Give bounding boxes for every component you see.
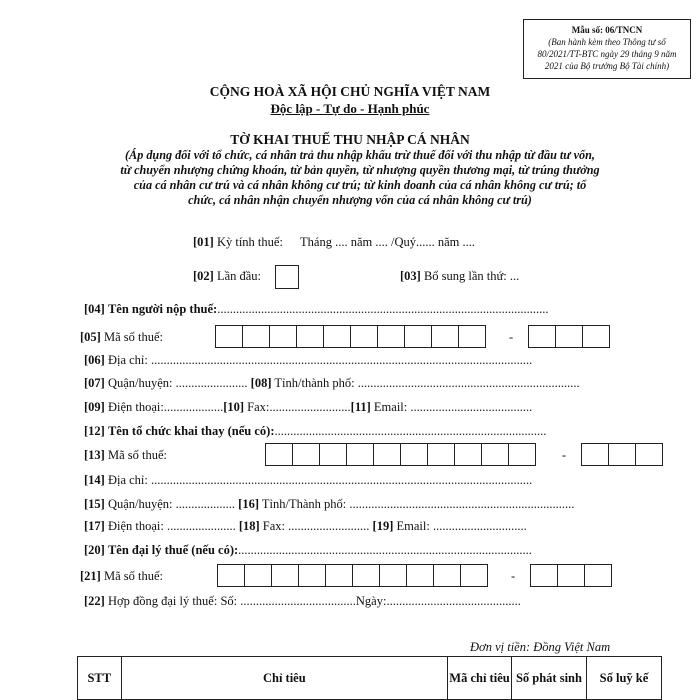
field-06-label: Địa chỉ: — [107, 353, 148, 367]
tax-code-suffix-cell[interactable] — [528, 325, 556, 348]
field-18-code: [18] — [238, 519, 260, 533]
tax-code-cell[interactable] — [350, 325, 378, 348]
document-title: TỜ KHAI THUẾ THU NHẬP CÁ NHÂN — [230, 132, 470, 147]
field-16-code: [16] — [238, 497, 259, 511]
field-20-code: [20] — [84, 543, 105, 557]
field-12-input[interactable]: ....................................................................................... — [274, 424, 547, 438]
field-07-input[interactable]: ....................... — [175, 376, 248, 390]
field-20-input[interactable]: .............................................................................................. — [238, 543, 532, 557]
column-header-indicator-code: Mã chỉ tiêu — [448, 657, 512, 700]
field-11-input[interactable]: ....................................... — [410, 400, 533, 414]
field-17-input[interactable]: ...................... — [166, 519, 236, 533]
field-05-label: Mã số thuế: — [103, 330, 163, 344]
tax-code-cell[interactable] — [296, 325, 324, 348]
tax-agent-code-cells[interactable] — [217, 564, 487, 587]
field-07-code: [07] — [84, 376, 105, 390]
tax-code-cell[interactable] — [379, 564, 407, 587]
field-04-code: [04] — [84, 302, 105, 316]
field-01-label: Kỳ tính thuế: — [216, 235, 283, 249]
tax-code-cell[interactable] — [458, 325, 486, 348]
field-12-code: [12] — [84, 424, 105, 438]
agent-tax-code-cells[interactable] — [265, 443, 535, 466]
field-22-code: [22] — [84, 594, 105, 608]
field-03-label: Bổ sung lần thứ: ... — [423, 269, 520, 283]
field-19-label: Email: — [396, 519, 430, 533]
agent-tax-code-suffix-cells[interactable] — [581, 443, 662, 466]
motto-wrap — [0, 100, 700, 118]
tax-code-cell[interactable] — [323, 325, 351, 348]
tax-code-cell[interactable] — [433, 564, 461, 587]
field-14-input[interactable]: .......................................................................................................................... — [151, 473, 533, 487]
currency-unit: Đơn vị tiền: Đồng Việt Nam — [470, 640, 611, 654]
field-08-label: Tỉnh/thành phố: — [274, 376, 355, 390]
field-06 — [84, 353, 532, 368]
tax-code-cell[interactable] — [244, 564, 272, 587]
field-06-input[interactable]: .......................................................................................................................... — [151, 353, 533, 367]
field-04-input[interactable]: .......................................................................................................... — [217, 302, 549, 316]
tax-code-cell[interactable] — [269, 325, 297, 348]
field-15-label: Quận/huyện: — [107, 497, 173, 511]
field-02-code: [02] — [193, 269, 214, 283]
tax-code-cell[interactable] — [215, 325, 243, 348]
motto: Độc lập - Tự do - Hạnh phúc — [270, 101, 430, 116]
field-12 — [84, 424, 546, 439]
tax-agent-code-separator: - — [511, 569, 516, 583]
field-16-input[interactable]: ........................................................................ — [349, 497, 575, 511]
column-header-stt: STT — [78, 657, 122, 700]
tax-code-suffix-cell[interactable] — [530, 564, 558, 587]
field-20 — [84, 543, 532, 558]
field-18-label: Fax: — [262, 519, 286, 533]
field-14-label: Địa chỉ: — [107, 473, 148, 487]
column-header-indicator: Chỉ tiêu — [121, 657, 447, 700]
form-issued-line-1: (Ban hành kèm theo Thông tư số — [548, 37, 666, 47]
field-22-label: Hợp đồng đại lý thuế: Số: — [107, 594, 238, 608]
field-13-code: [13] — [84, 448, 105, 462]
tax-code-suffix-cell[interactable] — [581, 443, 609, 466]
tax-code-cell[interactable] — [217, 564, 245, 587]
tax-code-cell[interactable] — [325, 564, 353, 587]
field-15-16 — [84, 497, 574, 512]
form-issued-line-3: 2021 của Bộ trưởng Bộ Tài chính) — [544, 61, 670, 71]
form-code: Mẫu số: 06/TNCN — [571, 25, 643, 35]
column-header-amount-incurred: Số phát sinh — [511, 657, 586, 700]
table-header-row — [78, 657, 662, 700]
field-17-code: [17] — [84, 519, 105, 533]
field-21-code: [21] — [80, 569, 101, 583]
field-14-code: [14] — [84, 473, 105, 487]
tax-code-suffix-cell[interactable] — [635, 443, 663, 466]
tax-code-suffix-cell[interactable] — [555, 325, 583, 348]
field-13-label: Mã số thuế: — [107, 448, 167, 462]
subtitle-line-4: chức, cá nhân nhận chuyển nhượng vốn của cá nhân không cư trú) — [188, 193, 532, 207]
field-09-code: [09] — [84, 400, 105, 414]
field-15-code: [15] — [84, 497, 105, 511]
document-subtitle — [80, 148, 640, 208]
field-07-label: Quận/huyện: — [107, 376, 173, 390]
field-15-input[interactable]: ................... — [175, 497, 236, 511]
tax-agent-code-suffix-cells[interactable] — [530, 564, 611, 587]
field-10-input[interactable]: .......................... — [269, 400, 351, 414]
tax-code-cell[interactable] — [454, 443, 482, 466]
agent-tax-code-separator: - — [562, 448, 567, 462]
field-09-11 — [84, 400, 532, 415]
field-10-label: Fax: — [247, 400, 270, 414]
field-02-label: Lần đầu: — [216, 269, 262, 283]
field-08-code: [08] — [250, 376, 272, 390]
field-21 — [80, 569, 163, 584]
field-22 — [84, 594, 521, 609]
tax-code-cell[interactable] — [373, 443, 401, 466]
tax-code-suffix-cell[interactable] — [582, 325, 610, 348]
field-16-label: Tỉnh/Thành phố: — [261, 497, 347, 511]
field-14 — [84, 473, 532, 488]
tax-code-cell[interactable] — [508, 443, 536, 466]
tax-code-cell[interactable] — [271, 564, 299, 587]
field-01 — [193, 235, 475, 250]
tax-code-cell[interactable] — [481, 443, 509, 466]
tax-code-suffix-cell[interactable] — [584, 564, 612, 587]
tax-code-cell[interactable] — [400, 443, 428, 466]
field-21-label: Mã số thuế: — [103, 569, 163, 583]
field-01-code: [01] — [193, 235, 214, 249]
field-11-label: Email: — [373, 400, 408, 414]
first-time-checkbox[interactable] — [275, 265, 299, 289]
field-04 — [84, 302, 548, 317]
tax-code-cell[interactable] — [298, 564, 326, 587]
column-header-accumulated: Số luỹ kế — [586, 657, 661, 700]
subtitle-line-1: (Áp dụng đối với tổ chức, cá nhân trả thu nhập khấu trừ thuế đối với thu nhập từ đầu tư vốn, — [125, 148, 595, 162]
field-07-08 — [84, 376, 580, 391]
subtitle-line-3: của cá nhân cư trú và cá nhân không cư trú; từ kinh doanh của cá nhân không cư trú; tổ — [133, 178, 587, 192]
tax-code-suffix-cell[interactable] — [608, 443, 636, 466]
subtitle-line-2: từ chuyển nhượng chứng khoán, từ bản quyền, từ nhượng quyền thương mại, từ trúng thưởng — [120, 163, 600, 177]
field-01-value: Tháng .... năm .... /Quý...... năm .... — [300, 235, 476, 249]
tax-code-cell[interactable] — [377, 325, 405, 348]
declaration-table — [77, 656, 662, 700]
tax-code-cell[interactable] — [265, 443, 293, 466]
field-05 — [80, 330, 163, 345]
field-13 — [84, 448, 167, 463]
field-12-label: Tên tổ chức khai thay (nếu có): — [107, 424, 275, 438]
taxpayer-tax-code-cells[interactable] — [215, 325, 485, 348]
taxpayer-tax-code-suffix-cells[interactable] — [528, 325, 609, 348]
nation-heading: CỘNG HOÀ XÃ HỘI CHỦ NGHĨA VIỆT NAM — [209, 84, 491, 99]
field-22-number-input[interactable]: ..................................... — [240, 594, 356, 608]
field-08-input[interactable]: ....................................................................... — [357, 376, 580, 390]
field-20-label: Tên đại lý thuế (nếu có): — [107, 543, 239, 557]
tax-code-suffix-cell[interactable] — [557, 564, 585, 587]
field-04-label: Tên người nộp thuế: — [107, 302, 218, 316]
field-22-date-label: Ngày: — [355, 594, 387, 608]
tax-code-cell[interactable] — [242, 325, 270, 348]
field-02 — [193, 269, 261, 284]
field-17-19 — [84, 519, 527, 534]
field-03-code: [03] — [400, 269, 421, 283]
field-05-code: [05] — [80, 330, 101, 344]
tax-code-cell[interactable] — [427, 443, 455, 466]
tax-code-cell[interactable] — [431, 325, 459, 348]
tax-code-cell[interactable] — [406, 564, 434, 587]
tax-code-separator: - — [509, 330, 514, 344]
field-11-code: [11] — [350, 400, 371, 414]
tax-code-cell[interactable] — [346, 443, 374, 466]
field-06-code: [06] — [84, 353, 105, 367]
field-19-input[interactable]: .............................. — [432, 519, 527, 533]
field-17-label: Điện thoại: — [107, 519, 164, 533]
tax-code-cell[interactable] — [404, 325, 432, 348]
form-issued-line-2: 80/2021/TT-BTC ngày 29 tháng 9 năm — [537, 49, 677, 59]
tax-code-cell[interactable] — [460, 564, 488, 587]
field-18-input[interactable]: .......................... — [288, 519, 370, 533]
field-09-label: Điện thoại: — [107, 400, 164, 414]
field-03 — [400, 269, 519, 284]
field-10-code: [10] — [223, 400, 245, 414]
field-09-input[interactable]: ................... — [163, 400, 224, 414]
tax-code-cell[interactable] — [352, 564, 380, 587]
field-19-code: [19] — [372, 519, 394, 533]
field-22-date-input[interactable]: ........................................... — [386, 594, 521, 608]
tax-code-cell[interactable] — [319, 443, 347, 466]
form-code-box — [523, 19, 691, 79]
tax-code-cell[interactable] — [292, 443, 320, 466]
